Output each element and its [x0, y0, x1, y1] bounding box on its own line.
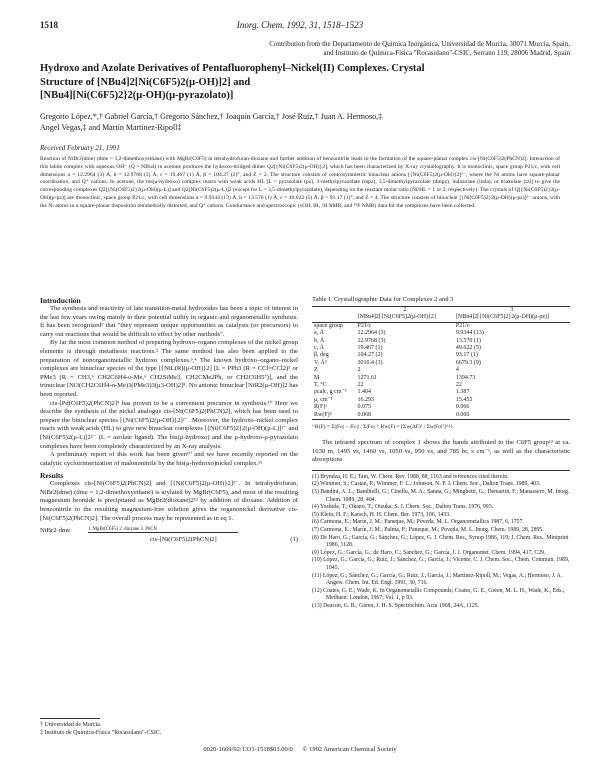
abstract: Reaction of NiBr2(dme) (dme = 1,2-dimethoxyethane) with MgBr(C6F5) in tetrahydrofuran-dioxane and further addition of benzonitrile leads to the formation of the square-planar complex cis-[Ni(C6F5)2(PhCN)2]. Interaction of this labile complex with aqueous OH⁻ (Q = NBu4) in acetone produces the hydroxo-bridged dimer Q2[{Ni(C6F5)2(μ-OH)}2], which has been characterized by X-ray crystallography. It is monoclinic, space group P21/c, with cell dimensions a = 12.2964 (3) Å, b = 12.9768 (3) Å, c = 19.467 (1) Å, β = 104.27 (2)°, and Z = 2. The structure consists of centrosymmetric binuclear anions [{Ni(C6F5)2(μ-OH)}2]²⁻, where the Ni atoms have square-planar coordination, and Q⁺ cations. In acetone, the bis(μ-hydroxo) complex reacts with weak acids HL [L = pyrazolate (pz), 3-methylpyrazolate (mpz), 3,5-dimethylpyrazolate (dmpz), indazolate (inda), or triazolate (tz)] to give the corresponding complexes Q2[{Ni(C6F5)2}2(μ-OH)(μ-L)] and Q2[Ni(C6F5)2(μ-L)]2 (except for L = 3,5-dimethylpyrazolate), depending on the reactant molar ratio (Ni/HL = 1 or 2, respectively). The crystals of Q[{Ni(C6F5)2}2(μ-OH)(μ-pz)] are monoclinic, space group P21/c, with cell dimensions a = 9.9344 (13) Å, b = 13.570 (1) Å, c = 49.622 (5) Å, β = 93.17 (1)°, and Z = 4. The structure consists of binuclear [{Ni(C6F5)2}2(μ-OH)(μ-pz)]²⁻ anions, with the Ni atoms in a square-planar disposition tetrahedrally distorted, and Q⁺ cations. Conductance and spectroscopic (νOH, IR, ¹H NMR, and ¹⁹F NMR) data for the complexes have been collected. [40, 156, 560, 209]
table-row [312, 360, 570, 367]
table-row [312, 367, 570, 374]
table-cell: 9.9344 (13) [455, 330, 484, 337]
ir-paragraph: The infrared spectrum of complex 1 shows the bands attributed to the C6F5 group¹³ at ca. 1630 m, 1495 vs, 1460 vs, 1050 vs, 950 vs, and 785 br, s cm⁻¹, as well as the characteristic absorptions [312, 439, 570, 464]
table-cell: 19.467 (1) [357, 345, 383, 352]
table-cell: V, Å³ [314, 359, 327, 366]
table-cell: μ, cm⁻¹ [314, 396, 333, 403]
reference-item: (12) Coates, G. E.; Wade, K. In Organometallic Compounds; Coates, G. E., Green, M. L. H., Wade, K., Eds.; Methuen: London, 1967; Vol. 1, p 93. [312, 587, 565, 602]
article-title [40, 62, 560, 103]
table-caption: Table I. Crystallographic Data for Complexes 2 and 3 [312, 296, 454, 303]
intro-paragraph: The synthesis and reactivity of late transition-metal hydroxides has been a topic of interest in the last few years owing mainly to their potential utility in organic and organometallic synthesis. It has been recognized¹ that "they represent unique opportunities as catalysts (or precursors) to carry out reactions that would be difficult to effect by other methods". [40, 305, 298, 338]
table-footnote: ᵃ R(F) = Σ||Fo| − |Fc|| / Σ|Fo|. ᵇ Rw(F) = [Σw(ΔF)² / Σw|Fo|²]^½. [312, 424, 454, 431]
equation-lhs: NiBr2·dme [40, 527, 71, 535]
results-heading: Results [40, 471, 64, 481]
table-cell: 4 [455, 367, 459, 374]
title-line: Structure of [NBu4]2[Ni(C6F5)2(μ-OH)]2] and [40, 76, 251, 88]
table-cell: 12.2964 (3) [357, 330, 386, 337]
intro-paragraph: cis-[Pd(C6F5)2(PhCN)2]⁹ has proven to be a convenient precursor in synthesis.¹⁰ Here we describe the synthesis of the nickel analogue cis-[Ni(C6F5)2(PhCN)2], which has been used to prepare the binuclear species [{Ni(C6F5)2(μ-OH)}2]²⁻. Moreover, the hydroxo–nickel complex reacts with weak acids (HL) to give new binuclear complexes [{Ni(C6F5)2}2(μ-OH)(μ-L)]²⁻ and [Ni(C6F5)2(μ-L)]2²⁻ (L = azolate ligand). The bis(μ-hydroxo) and the μ-hydroxo-μ-pyrazolato complexes have been completely characterized by an X-ray analysis. [40, 399, 298, 450]
received-date: Received February 21, 1991 [40, 144, 120, 152]
footer-copyright: © 1992 American Chemical Society [302, 746, 397, 753]
affiliation-footnotes [40, 718, 298, 737]
table-cell: 1271.61 [357, 374, 378, 381]
table-row [312, 352, 570, 359]
table-formula-cell [312, 314, 356, 322]
equation-conditions: 1. MgBr(C6F5) 2. dioxane 3. PhCN [88, 527, 158, 533]
table-cell: 15.455 [455, 396, 473, 403]
reference-list [312, 474, 570, 611]
title-line: [NBu4][Ni(C6F5)2}2(μ-OH)(μ-pyrazolato)] [40, 90, 234, 101]
table-formula-row [312, 314, 570, 322]
reference-item: (6) Carmona, E.; Marín, J. M.; Paneque, M.; Poveda, M. L. Organometallics 1987, 6, 1757. [312, 519, 524, 526]
reference-item: (13) Deacon, G. B.; Green, J. H. S. Spectrochim. Acta 1968, 24A, 1125. [312, 602, 480, 609]
results-paragraph: Complexes cis-[Ni(C6F5)2(PhCN)2] and [{Ni(C6F5)2(μ-OH)}2]²⁻. In tetrahydrofuran, NiBr2(dme) (dme = 1,2-dimethoxyethane) is arylated by MgBr(C6F5), and most of the resulting magnesium bromide is precipitated as MgBr2(dioxane)2¹² by addition of dioxane. Addition of benzonitrile to the resulting magnesium-free solution gives the organonickel derivative cis-[Ni(C6F5)2(PhCN)2]. The overall process may be represented as in eq 1. [40, 480, 298, 522]
table-cell: 0.075 [357, 404, 372, 411]
table-row [312, 382, 570, 389]
left-column [40, 296, 298, 548]
table-formula-cell: [NBu4]2[{Ni(C6F5)2(μ-OH)}2] [357, 314, 436, 321]
table-cell: 0.068 [357, 411, 372, 418]
page-number: 1518 [40, 20, 58, 30]
table-row [312, 345, 570, 352]
reference-item: (7) Carmona, E.; Marín, J. M.; Palma, P.; Paneque, M.; Poveda, M. L. Inorg. Chem. 1989, 28, 2895. [312, 527, 544, 534]
table-cell: 0.060 [455, 411, 470, 418]
footer-code: 0020-1669/92/1331-1518$03.00/0 [203, 746, 293, 753]
table-cell: 1.404 [357, 389, 372, 396]
equation-number: (1) [290, 536, 298, 544]
author-line: Gregorio López,*,† Gabriel García,† Gregorio Sánchez,† Joaquín García,† José Ruiz,† Juan A. Hermoso,‡ [40, 112, 383, 121]
table-row [312, 338, 570, 345]
footer [0, 746, 600, 753]
author-line: Angel Vegas,‡ and Martín Martínez-Ripoll‡ [40, 122, 182, 132]
contribution-line: Contribution from the Departamento de Química Inorgánica, Universidad de Murcia, 30071 Murcia, Spain, [269, 40, 570, 48]
crystal-data-table [312, 306, 570, 420]
reference-item: (11) López, G.; Sánchez, G.; García, G.; Ruiz, J.; García, J.; Martínez-Ripoll, M.; Vegas, A.; Hermoso, J. A. Angew. Chem. Int. Ed. Engl. 1991, 30, 716. [312, 572, 563, 587]
table-cell: M [314, 374, 320, 381]
table-cell: 2 [357, 367, 361, 374]
table-cell: Z [314, 367, 318, 374]
table-cell: 49.622 (5) [455, 345, 481, 352]
title-line: Hydroxo and Azolate Derivatives of Pentafluorophenyl–Nickel(II) Complexes. Crystal [40, 63, 425, 74]
table-cell: 0.066 [455, 404, 470, 411]
table-row [312, 330, 570, 337]
equation-rhs: cis-[Ni(C6F5)2(PhCN)2] [150, 536, 217, 544]
table-header-cell: 2 [403, 307, 407, 313]
table-header-cell [312, 307, 356, 315]
table-header-cell: 3 [510, 307, 514, 313]
table-row [312, 397, 570, 404]
author-list [40, 112, 560, 133]
journal-header: Inorg. Chem. 1992, 31, 1518–1523 [236, 20, 364, 30]
table-cell: ρcalc, g cm⁻³ [314, 389, 347, 396]
table-row [312, 322, 570, 330]
table-cell: R(F)ᵃ [314, 404, 327, 411]
table-cell: 104.27 (2) [357, 352, 383, 359]
affiliation-note: ‡ Instituto de Química-Física "Rocasolano"-CSIC. [40, 730, 162, 736]
reaction-arrow [88, 532, 238, 533]
reference-item: (4) Yoshida, T.; Okano, T.; Otsuka, S. J. Chem. Soc., Dalton Trans. 1976, 993. [312, 504, 494, 511]
table-cell: space group [314, 322, 343, 329]
table-row [312, 389, 570, 396]
table-cell: T, °C [314, 382, 327, 389]
table-cell: 22 [455, 382, 462, 389]
intro-paragraph: A preliminary report of this work has been given¹⁰ and we have recently reported on the catalytic cyclotrimerization of malononitrile by the bis(μ-hydroxo)nickel complex.¹¹ [40, 451, 298, 467]
right-column [312, 296, 570, 611]
reference-item: (10) López, G.; García, G.; Ruiz, J.; Sánchez, G.; García, J.; Vicente, C. J. Chem. Soc., Chem. Commun. 1989, 1045. [312, 557, 570, 571]
equation-1 [40, 526, 298, 548]
reference-item: (1) Bryndza, H. E.; Tam, W. Chem. Rev. 1988, 88, 1163 and references cited therein. [312, 473, 509, 480]
table-cell: 93.17 (1) [455, 352, 478, 359]
table-cell: P21/c [455, 322, 470, 329]
contribution-block [40, 40, 570, 58]
table-cell: 6679.3 (9) [455, 359, 481, 366]
table-cell: P21/c [357, 322, 372, 329]
table-cell: 13.570 (1) [455, 337, 481, 344]
table-cell: 16.293 [357, 396, 375, 403]
reference-item: (2) Wimmer, S.; Castan, P.; Wimmer, F. L.; Johnson, N. P. J. Chem. Soc., Dalton Trans. 1989, 403. [312, 481, 541, 488]
reference-item: (9) López, G.; García, G.; de Haro, C.; Sánchez, G.; García, J. J. Organomet. Chem. 1994, 417, C29. [312, 549, 546, 556]
table-cell: 1394.73 [455, 374, 476, 381]
table-cell: 1.387 [455, 389, 470, 396]
affiliation-note: † Universidad de Murcia. [40, 722, 102, 728]
table-cell: 3010.4 (3) [357, 359, 383, 366]
table-cell: 22 [357, 382, 364, 389]
table-row [312, 404, 570, 411]
table-cell: 12.9768 (3) [357, 337, 386, 344]
table-cell: c, Å [314, 345, 324, 352]
introduction-heading: Introduction [40, 296, 81, 305]
table-cell: β, deg [314, 352, 329, 359]
reference-item: (5) Klein, H. F.; Karsch, H. H. Chem. Ber. 1973, 106, 1433. [312, 511, 451, 518]
references-rule [312, 470, 570, 471]
table-cell: a, Å [314, 330, 324, 337]
table-formula-cell: [NBu4]2[{Ni(C6F5)2}2(μ-OH)(μ-pz)] [455, 314, 550, 321]
table-cell: Rw(F)ᵇ [314, 411, 332, 418]
table-body [312, 322, 570, 419]
table-row [312, 375, 570, 382]
reference-item: (3) Bandini, A. L.; Banditelli, G.; Cinellu, M. A.; Sanna, G.; Minghetti, G.; Demartin, F.; Manassero, M. Inorg. Chem. 1989, 28, 404. [312, 489, 570, 503]
contribution-line: and Instituto de Química-Física "Rocasolano"-CSIC, Serrano 119, 28006 Madrid, Spain [323, 49, 570, 57]
table-cell: b, Å [314, 337, 325, 344]
reference-item: (8) De Haro, G.; García, G.; Sánchez, G.; López, G. J. Chem. Res., Synop 1986, 119; J. Chem. Res., Miniprint 1986, 1128. [312, 534, 569, 549]
footnote-rule [40, 718, 100, 719]
intro-paragraph: By far the most common method of preparing hydroxo–organo complexes of the nickel group elements is through metathesis reactions.² The same method has also been applied to the preparation of nonorganometallic hydroxo complexes.³,⁴ The known hydroxo–organo–nickel complexes are binuclear species of the type [{NiL(R)(μ-OH)}2] [L = PPh3 (R = CCl=CCl2)⁵ or PMe3 (R = CH3,⁶ CH2C6H4-o-Me,⁶ CH2SiMe3, CH2CMe2Ph, or CH2C6H5⁷)], and the trinuclear [Ni3(CH2C6H4-o-Me)3(PMe3)3(μ3-OH)2]⁸. No anionic binuclear [NiR2(μ-OH)]2 has been reported. [40, 339, 298, 398]
table-row [312, 412, 570, 420]
